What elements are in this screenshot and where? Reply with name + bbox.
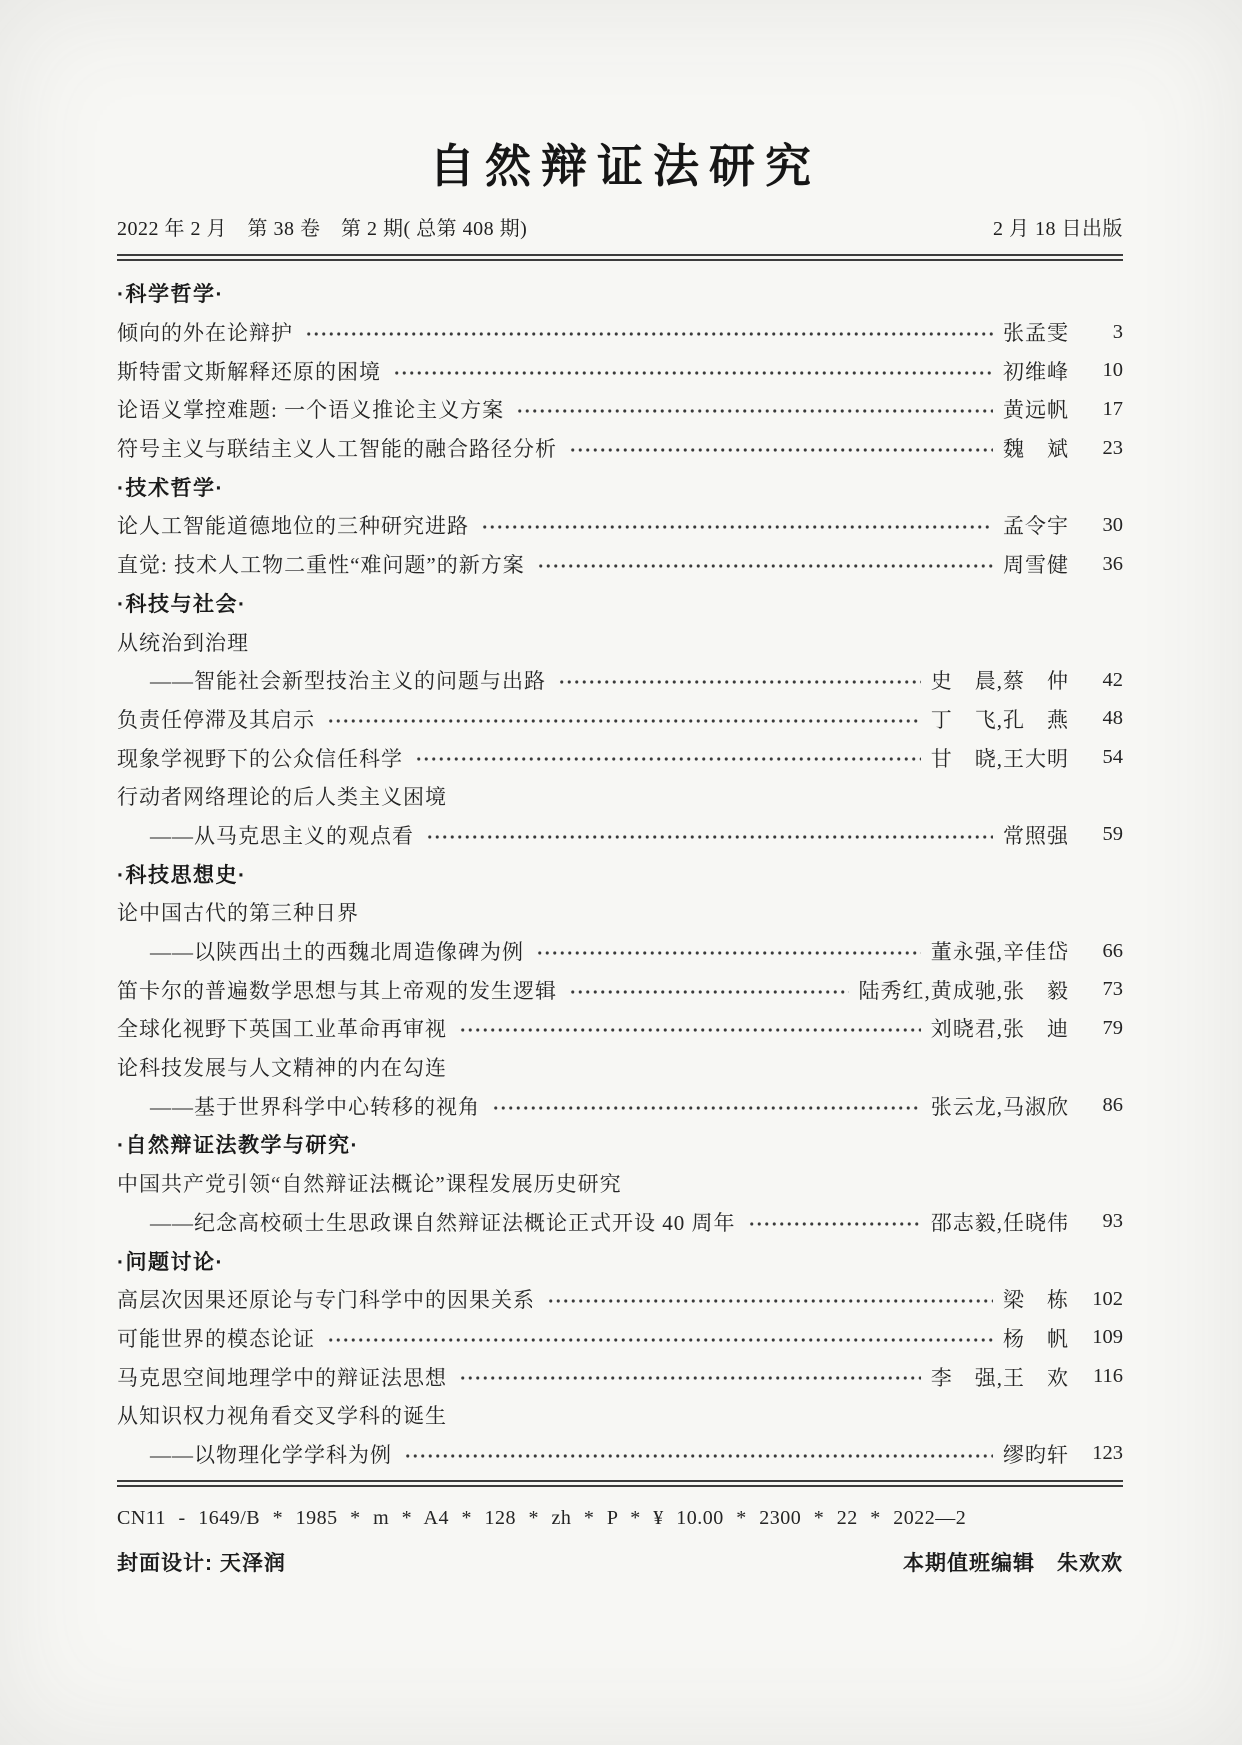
toc-entry-line xyxy=(117,893,1123,932)
table-of-contents xyxy=(117,274,1123,1473)
entry-title: ——以陕西出土的西魏北周造像碑为例 xyxy=(150,940,524,965)
journal-title: 自然辩证法研究 xyxy=(429,141,821,192)
dot-leader xyxy=(567,978,849,1001)
entry-title: ——从马克思主义的观点看 xyxy=(150,823,414,848)
entry-page-number: 23 xyxy=(1102,436,1123,459)
entry-title: 行动者网络理论的后人类主义困境 xyxy=(117,785,447,810)
dot-leader xyxy=(534,939,921,962)
entry-authors: 董永强,辛佳岱 xyxy=(930,940,1069,965)
dot-leader xyxy=(556,669,921,692)
toc-entry-line xyxy=(117,738,1123,777)
toc-entry-line xyxy=(117,1203,1123,1242)
toc-entry-line xyxy=(117,1164,1123,1203)
duty-editor-credit: 本期值班编辑 朱欢欢 xyxy=(903,1552,1123,1576)
dot-leader xyxy=(746,1210,921,1233)
entry-title: 直觉: 技术人工物二重性“难问题”的新方案 xyxy=(117,553,525,578)
entry-title: 可能世界的模态论证 xyxy=(117,1326,315,1351)
entry-title: 马克思空间地理学中的辩证法思想 xyxy=(117,1365,447,1390)
dot-leader xyxy=(402,1442,993,1465)
entry-page-number: 66 xyxy=(1102,939,1123,962)
entry-authors: 周雪健 xyxy=(1003,553,1069,578)
entry-title: 论人工智能道德地位的三种研究进路 xyxy=(117,514,469,539)
footer-double-rule xyxy=(117,1480,1123,1487)
entry-title: 论科技发展与人文精神的内在勾连 xyxy=(117,1056,447,1081)
entry-authors: 杨 帆 xyxy=(1003,1326,1069,1351)
toc-entry-line xyxy=(117,661,1123,700)
toc-entry-line xyxy=(117,1357,1123,1396)
toc-entry-line xyxy=(117,777,1123,816)
entry-title: 论中国古代的第三种日界 xyxy=(117,901,359,926)
footer-credits xyxy=(117,1547,1123,1577)
entry-page-number: 93 xyxy=(1102,1210,1123,1233)
entry-page-number: 59 xyxy=(1102,823,1123,846)
toc-entry-line xyxy=(117,622,1123,661)
dot-leader xyxy=(567,437,993,460)
dot-leader xyxy=(514,398,993,421)
section-heading: ·技术哲学· xyxy=(117,476,224,500)
toc-section xyxy=(117,1241,1123,1473)
entry-title: 倾向的外在论辩护 xyxy=(117,321,293,346)
entry-page-number: 102 xyxy=(1092,1287,1123,1310)
toc-entry-line xyxy=(117,429,1123,468)
dot-leader xyxy=(457,1017,921,1040)
entry-authors: 张云龙,马淑欣 xyxy=(930,1094,1069,1119)
entry-page-number: 109 xyxy=(1092,1326,1123,1349)
toc-section xyxy=(117,854,1123,1125)
dot-leader xyxy=(535,553,993,576)
toc-entry-line xyxy=(117,1048,1123,1087)
dot-leader xyxy=(325,707,921,730)
section-heading: ·问题讨论· xyxy=(117,1250,224,1274)
dot-leader xyxy=(413,746,921,769)
cover-design-credit: 封面设计: 天泽润 xyxy=(117,1552,286,1576)
entry-title: ——以物理化学学科为例 xyxy=(150,1442,392,1467)
entry-page-number: 36 xyxy=(1102,552,1123,575)
issue-info: 2022 年 2 月 第 38 卷 第 2 期( 总第 408 期) xyxy=(117,218,528,240)
toc-entry-line xyxy=(117,390,1123,429)
entry-authors: 史 晨,蔡 仲 xyxy=(930,669,1069,694)
entry-title: 从知识权力视角看交叉学科的诞生 xyxy=(117,1404,447,1429)
toc-entry-line xyxy=(117,1009,1123,1048)
entry-authors: 初维峰 xyxy=(1003,359,1069,384)
entry-page-number: 79 xyxy=(1102,1016,1123,1039)
entry-title: 现象学视野下的公众信任科学 xyxy=(117,746,403,771)
publish-date: 2 月 18 日出版 xyxy=(993,218,1123,240)
entry-title: ——智能社会新型技治主义的问题与出路 xyxy=(150,669,546,694)
entry-authors: 常照强 xyxy=(1003,823,1069,848)
dot-leader xyxy=(391,359,993,382)
entry-page-number: 17 xyxy=(1102,397,1123,420)
dot-leader xyxy=(457,1365,921,1388)
dot-leader xyxy=(325,1326,993,1349)
entry-title: 全球化视野下英国工业革命再审视 xyxy=(117,1017,447,1042)
entry-authors: 陆秀红,黄成驰,张 毅 xyxy=(858,978,1069,1003)
entry-authors: 张孟雯 xyxy=(1003,321,1069,346)
entry-page-number: 48 xyxy=(1102,707,1123,730)
entry-page-number: 73 xyxy=(1102,978,1123,1001)
dot-leader xyxy=(303,320,993,343)
toc-section xyxy=(117,274,1123,467)
toc-section xyxy=(117,1125,1123,1241)
toc-entry-line xyxy=(117,970,1123,1009)
toc-section xyxy=(117,467,1123,583)
entry-authors: 刘晓君,张 迪 xyxy=(930,1017,1069,1042)
toc-entry-line xyxy=(117,1435,1123,1474)
toc-entry-line xyxy=(117,1396,1123,1435)
entry-authors: 孟令宇 xyxy=(1003,514,1069,539)
dot-leader xyxy=(424,823,993,846)
dot-leader xyxy=(479,514,993,537)
entry-title: ——纪念高校硕士生思政课自然辩证法概论正式开设 40 周年 xyxy=(150,1210,736,1235)
section-heading: ·科学哲学· xyxy=(117,283,224,307)
entry-authors: 梁 栋 xyxy=(1003,1288,1069,1313)
dot-leader xyxy=(490,1094,921,1117)
entry-page-number: 3 xyxy=(1112,320,1123,343)
entry-authors: 黄远帆 xyxy=(1003,398,1069,423)
toc-entry-line xyxy=(117,700,1123,739)
entry-title: 笛卡尔的普遍数学思想与其上帝观的发生逻辑 xyxy=(117,978,557,1003)
toc-entry-line xyxy=(117,313,1123,352)
toc-entry-line xyxy=(117,506,1123,545)
toc-entry-line xyxy=(117,351,1123,390)
entry-page-number: 54 xyxy=(1102,746,1123,769)
issue-line xyxy=(117,212,1123,241)
entry-title: 负责任停滞及其启示 xyxy=(117,707,315,732)
toc-entry-line xyxy=(117,816,1123,855)
entry-page-number: 116 xyxy=(1093,1365,1123,1388)
section-heading: ·自然辩证法教学与研究· xyxy=(117,1134,359,1158)
entry-page-number: 123 xyxy=(1092,1442,1123,1465)
header-double-rule xyxy=(117,254,1123,261)
entry-title: 符号主义与联结主义人工智能的融合路径分析 xyxy=(117,437,557,462)
entry-page-number: 30 xyxy=(1102,513,1123,536)
entry-title: 斯特雷文斯解释还原的困境 xyxy=(117,359,381,384)
toc-entry-line xyxy=(117,1319,1123,1358)
entry-authors: 魏 斌 xyxy=(1003,437,1069,462)
entry-authors: 丁 飞,孔 燕 xyxy=(930,707,1069,732)
entry-title: 论语义掌控难题: 一个语义推论主义方案 xyxy=(117,398,505,423)
toc-entry-line xyxy=(117,1280,1123,1319)
toc-section xyxy=(117,584,1123,855)
entry-authors: 缪昀轩 xyxy=(1003,1442,1069,1467)
entry-title: 从统治到治理 xyxy=(117,630,249,655)
entry-title: 高层次因果还原论与专门科学中的因果关系 xyxy=(117,1288,535,1313)
entry-authors: 甘 晓,王大明 xyxy=(930,746,1069,771)
entry-page-number: 10 xyxy=(1102,359,1123,382)
entry-title: ——基于世界科学中心转移的视角 xyxy=(150,1094,480,1119)
section-heading: ·科技与社会· xyxy=(117,592,247,616)
entry-page-number: 42 xyxy=(1102,668,1123,691)
entry-title: 中国共产党引领“自然辩证法概论”课程发展历史研究 xyxy=(117,1172,622,1197)
entry-authors: 邵志毅,任晓伟 xyxy=(930,1210,1069,1235)
toc-entry-line xyxy=(117,932,1123,971)
dot-leader xyxy=(545,1288,993,1311)
colophon-line: CN11 - 1649/B * 1985 * m * A4 * 128 * zh * P * ¥ 10.00 * 2300 * 22 * 2022—2 xyxy=(117,1507,967,1530)
entry-authors: 李 强,王 欢 xyxy=(930,1365,1069,1390)
entry-page-number: 86 xyxy=(1102,1094,1123,1117)
section-heading: ·科技思想史· xyxy=(117,863,247,887)
toc-entry-line xyxy=(117,545,1123,584)
toc-entry-line xyxy=(117,1086,1123,1125)
